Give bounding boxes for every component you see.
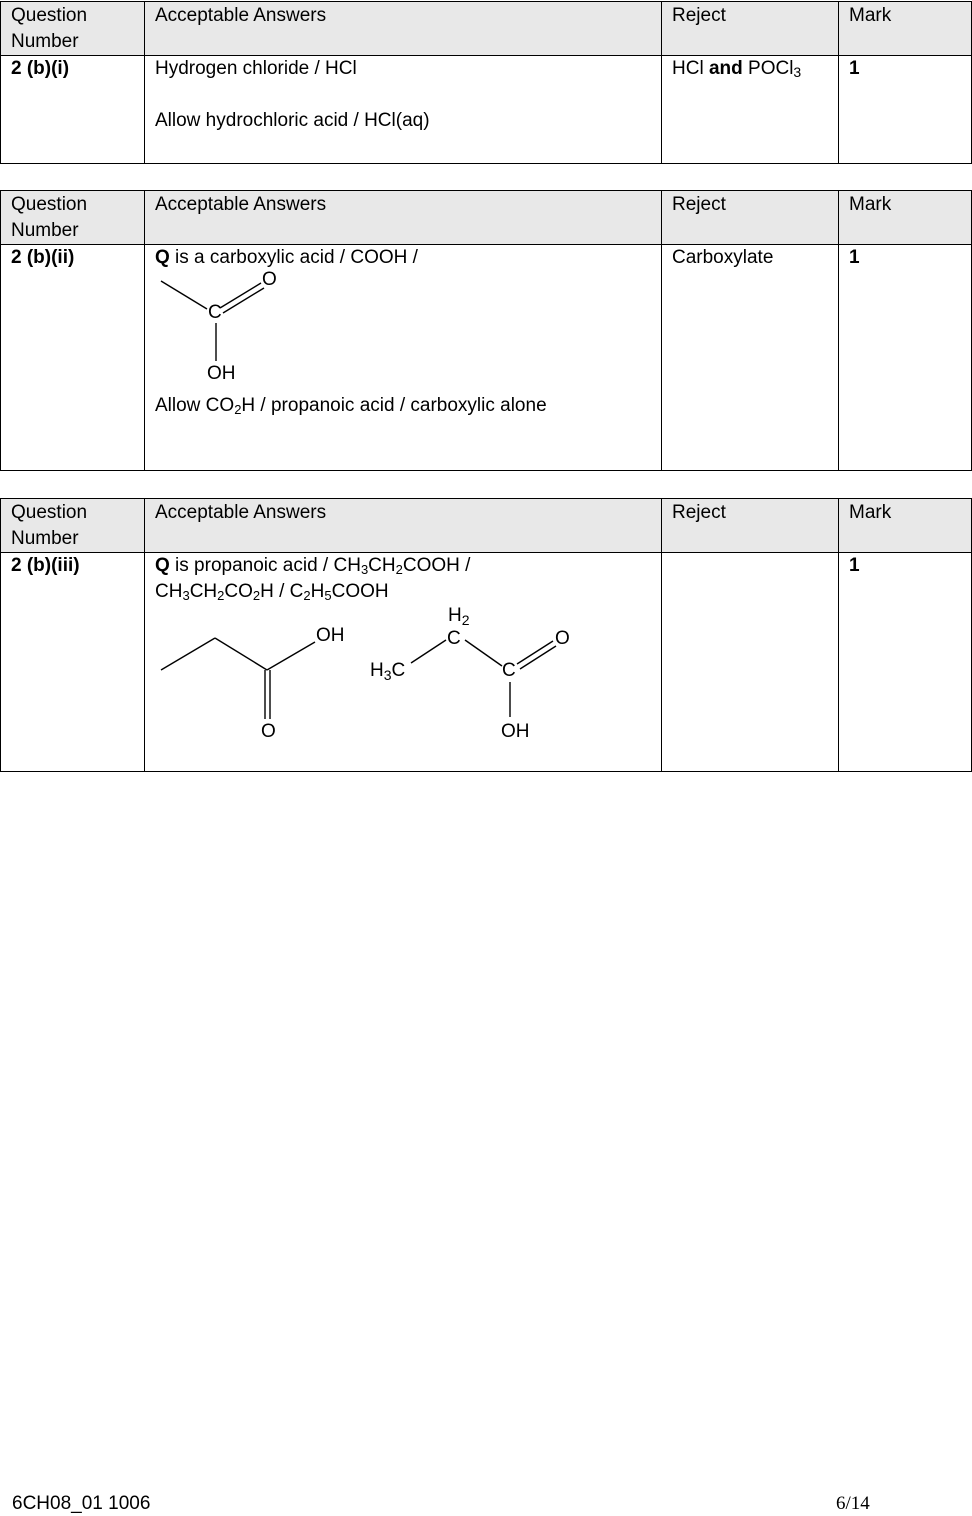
header-row	[1, 191, 972, 245]
methylene-h-label: $H_2$	[448, 605, 470, 628]
formula-line-1: Q is propanoic acid / $CH_3CH_2COOH$ /	[155, 555, 471, 577]
mark-scheme-table-q2biii	[0, 498, 972, 772]
methylene-carbon-label: C	[447, 628, 461, 649]
skeletal-oxygen-label: O	[261, 721, 276, 742]
header-reject: Reject	[662, 499, 839, 553]
allow-line: Allow $CO_2H$ / propanoic acid / carboxylic alone	[155, 395, 547, 417]
footer-page-number: 6/14	[836, 1493, 870, 1514]
carboxyl-structure-diagram	[155, 271, 355, 393]
footer-paper-code: 6CH08_01 1006	[12, 1493, 151, 1514]
formula-line-2: $CH_3CH_2CO_2H$ / $C_2H_5COOH$	[155, 581, 389, 603]
header-reject: Reject	[662, 191, 839, 245]
condensed-hydroxyl-label: OH	[501, 721, 530, 742]
header-reject: Reject	[662, 2, 839, 56]
header-acceptable-answers: Acceptable Answers	[145, 2, 662, 56]
header-question-number: Question Number	[1, 499, 145, 553]
methyl-label: $H_3C$	[370, 660, 406, 683]
hydroxyl-label: OH	[207, 363, 236, 384]
reject-cell: HCl and POCl$_3$	[662, 56, 839, 164]
mark-scheme-table-q2bii	[0, 190, 972, 471]
mark-cell: 1	[839, 56, 972, 164]
acceptable-answers	[145, 553, 662, 772]
propanoic-acid-structures	[155, 605, 595, 745]
question-number: 2 (b)(i)	[1, 56, 145, 164]
header-question-number: Question Number	[1, 191, 145, 245]
answer-row	[1, 553, 972, 772]
answer-line: Q is a carboxylic acid / COOH /	[155, 247, 418, 268]
answer-line: Hydrogen chloride / HCl	[155, 58, 357, 79]
header-acceptable-answers: Acceptable Answers	[145, 499, 662, 553]
acceptable-answers	[145, 56, 662, 164]
question-number: 2 (b)(ii)	[1, 245, 145, 471]
carboxyl-carbon-label: C	[502, 660, 516, 681]
answer-row	[1, 56, 972, 164]
mark-cell: 1	[839, 553, 972, 772]
header-row	[1, 2, 972, 56]
header-mark: Mark	[839, 499, 972, 553]
question-number: 2 (b)(iii)	[1, 553, 145, 772]
allow-line: Allow hydrochloric acid / HCl(aq)	[155, 110, 430, 131]
oxygen-label: O	[262, 271, 277, 290]
mark-cell: 1	[839, 245, 972, 471]
carbon-label: C	[208, 302, 222, 323]
header-row	[1, 499, 972, 553]
mark-scheme-table-q2bi	[0, 1, 972, 164]
header-acceptable-answers: Acceptable Answers	[145, 191, 662, 245]
acceptable-answers	[145, 245, 662, 471]
header-mark: Mark	[839, 2, 972, 56]
header-question-number: Question Number	[1, 2, 145, 56]
header-mark: Mark	[839, 191, 972, 245]
skeletal-hydroxyl-label: OH	[316, 625, 345, 646]
carbonyl-oxygen-label: O	[555, 628, 570, 649]
reject-cell: Carboxylate	[662, 245, 839, 471]
reject-cell	[662, 553, 839, 772]
answer-row	[1, 245, 972, 471]
